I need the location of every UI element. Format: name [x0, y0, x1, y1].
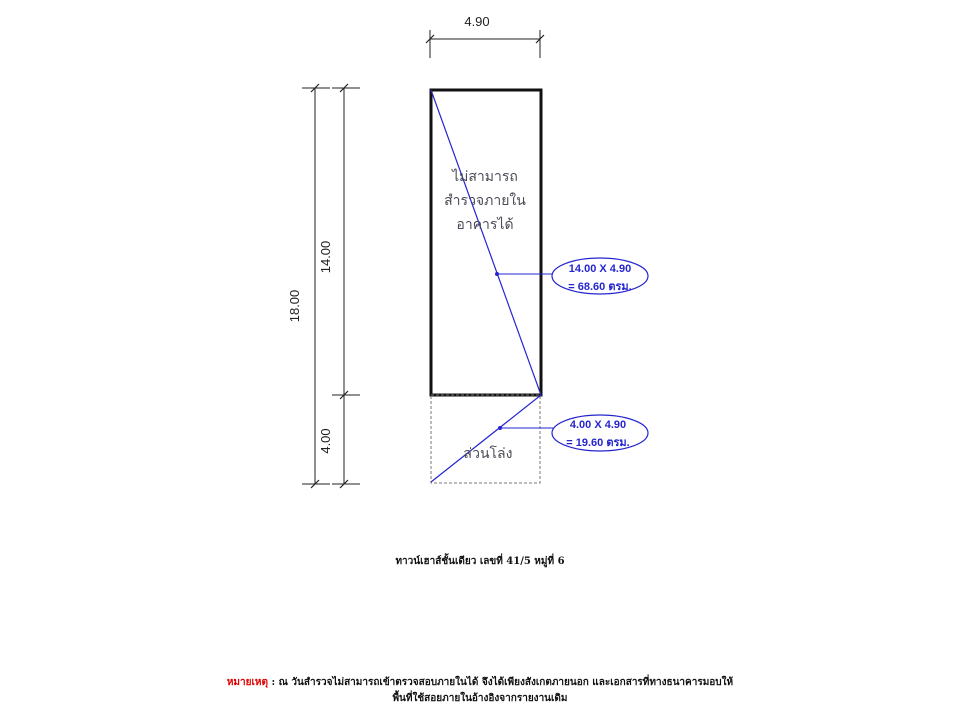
total-length-dimension [287, 84, 330, 488]
building-area-formula: 14.00 X 4.90 [568, 263, 632, 275]
open-area-formula: 4.00 X 4.90 [569, 419, 627, 431]
building-label-line3: อาคารได้ [456, 217, 514, 233]
segment-length-dimension [318, 84, 360, 488]
building-area-result: = 68.60 ตรม. [568, 281, 632, 293]
building-length-label: 14.00 [318, 240, 333, 274]
building-area-diagonal [431, 90, 541, 395]
open-area-diagonal [431, 395, 541, 482]
open-area-label: ส่วนโล่ง [463, 446, 513, 462]
note-label: หมายเหตุ [226, 677, 269, 688]
note-text-line2: พื้นที่ใช้สอยภายในอ้างอิงจากรายงานเดิม [392, 693, 568, 704]
note-text-line1: : ณ วันสำรวจไม่สามารถเข้าตรวจสอบภายในได้ จึงได้เพียงสังเกตภายนอก และเอกสารที่ทางธนาคารมอบให้ [268, 677, 734, 688]
width-dimension [426, 14, 544, 58]
note-line1 [0, 675, 960, 691]
open-area-result: = 19.60 ตรม. [566, 437, 630, 449]
drawing-title: ทาวน์เฮาส์ชั้นเดียว เลขที่ 41/5 หมู่ที่ 6 [395, 556, 565, 567]
open-area-callout [498, 415, 648, 451]
open-length-label: 4.00 [318, 428, 333, 454]
building-label-line1: ไม่สามารถ [452, 169, 518, 185]
width-dimension-label: 4.90 [464, 14, 490, 29]
building-area-callout [495, 258, 648, 294]
total-length-label: 18.00 [287, 289, 302, 323]
building-label-line2: สำรวจภายใน [444, 193, 526, 209]
